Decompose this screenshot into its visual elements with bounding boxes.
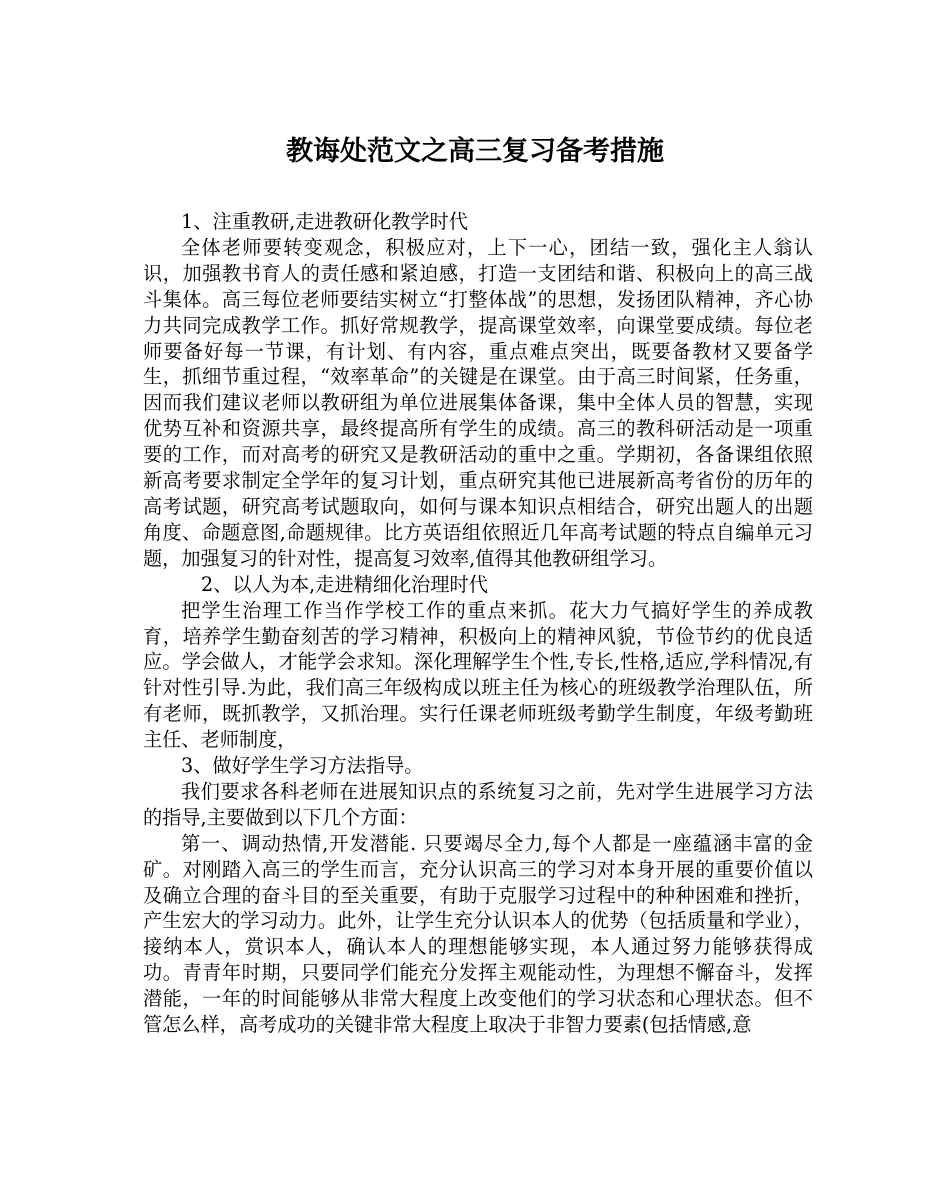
section-heading-3: 3、做好学生学习方法指导。	[181, 754, 424, 778]
paragraph: 全体老师要转变观念，积极应对，上下一心，团结一致，强化主人翁认识，加强教书育人的责任感和紧迫感，打造一支团结和谐、积极向上的高三战斗集体。高三每位老师要结实树立“打整体战”的思想，发扬团队精神，齐心协力共同完成教学工作。抓好常规教学，提高课堂效率，向课堂要成绩。每位老师要备好每一节课，有计划、有内容，重点难点突出，既要备教材又要备学生，抓细节重过程，“效率革命”的关键是在课堂。由于高三时间紧，任务重，因而我们建议老师以教研组为单位进展集体备课，集中全体人员的智慧，实现优势互补和资源共享，最终提高所有学生的成绩。高三的教科研活动是一项重要的工作，而对高考的研究又是教研活动的重中之重。学期初，各备课组依照新高考要求制定全学年的复习计划，重点研究其他已进展新高考省份的历年的高考试题，研究高考试题取向，如何与课本知识点相结合，研究出题人的出题角度、命题意图,命题规律。比方英语组依照近几年高考试题的特点自编单元习题，加强复习的针对性，提高复习效率,值得其他教研组学习。	[143, 235, 813, 570]
document-title: 教诲处范文之高三复习备考措施	[286, 136, 664, 167]
paragraph: 第一、调动热情,开发潜能. 只要竭尽全力,每个人都是一座蕴涵丰富的金矿。对刚踏入高三的学生而言，充分认识高三的学习对本身开展的重要价值以及确立合理的奋斗目的至关重要，有助于克服学习过程中的种种困难和挫折，产生宏大的学习动力。此外，让学生充分认识本人的优势（包括质量和学业），接纳本人，赏识本人，确认本人的理想能够实现，本人通过努力能够获得成功。青青年时期，只要同学们能充分发挥主观能动性，为理想不懈奋斗，发挥潜能，一年的时间能够从非常大程度上改变他们的学习状态和心理状态。但不管怎么样，高考成功的关键非常大程度上取决于非智力要素(包括情感,意	[143, 831, 813, 1037]
document-body	[143, 209, 813, 1038]
paragraph: 我们要求各科老师在进展知识点的系统复习之前，先对学生进展学习方法的指导,主要做到以下几个方面：	[143, 779, 813, 829]
section-heading-1: 1、注重教研,走进教研化教学时代	[181, 210, 468, 233]
section-heading-2: 2、以人为本,走进精细化治理时代	[201, 572, 488, 596]
paragraph: 把学生治理工作当作学校工作的重点来抓。花大力气搞好学生的养成教育，培养学生勤奋刻苦的学习精神，积极向上的精神风貌，节俭节约的优良适应。学会做人，才能学会求知。深化理解学生个性,专长,性格,适应,学科情况,有针对性引导.为此，我们高三年级构成以班主任为核心的班级教学治理队伍，所有老师，既抓教学，又抓治理。实行任课老师班级考勤学生制度，年级考勤班主任、老师制度，	[143, 598, 813, 752]
